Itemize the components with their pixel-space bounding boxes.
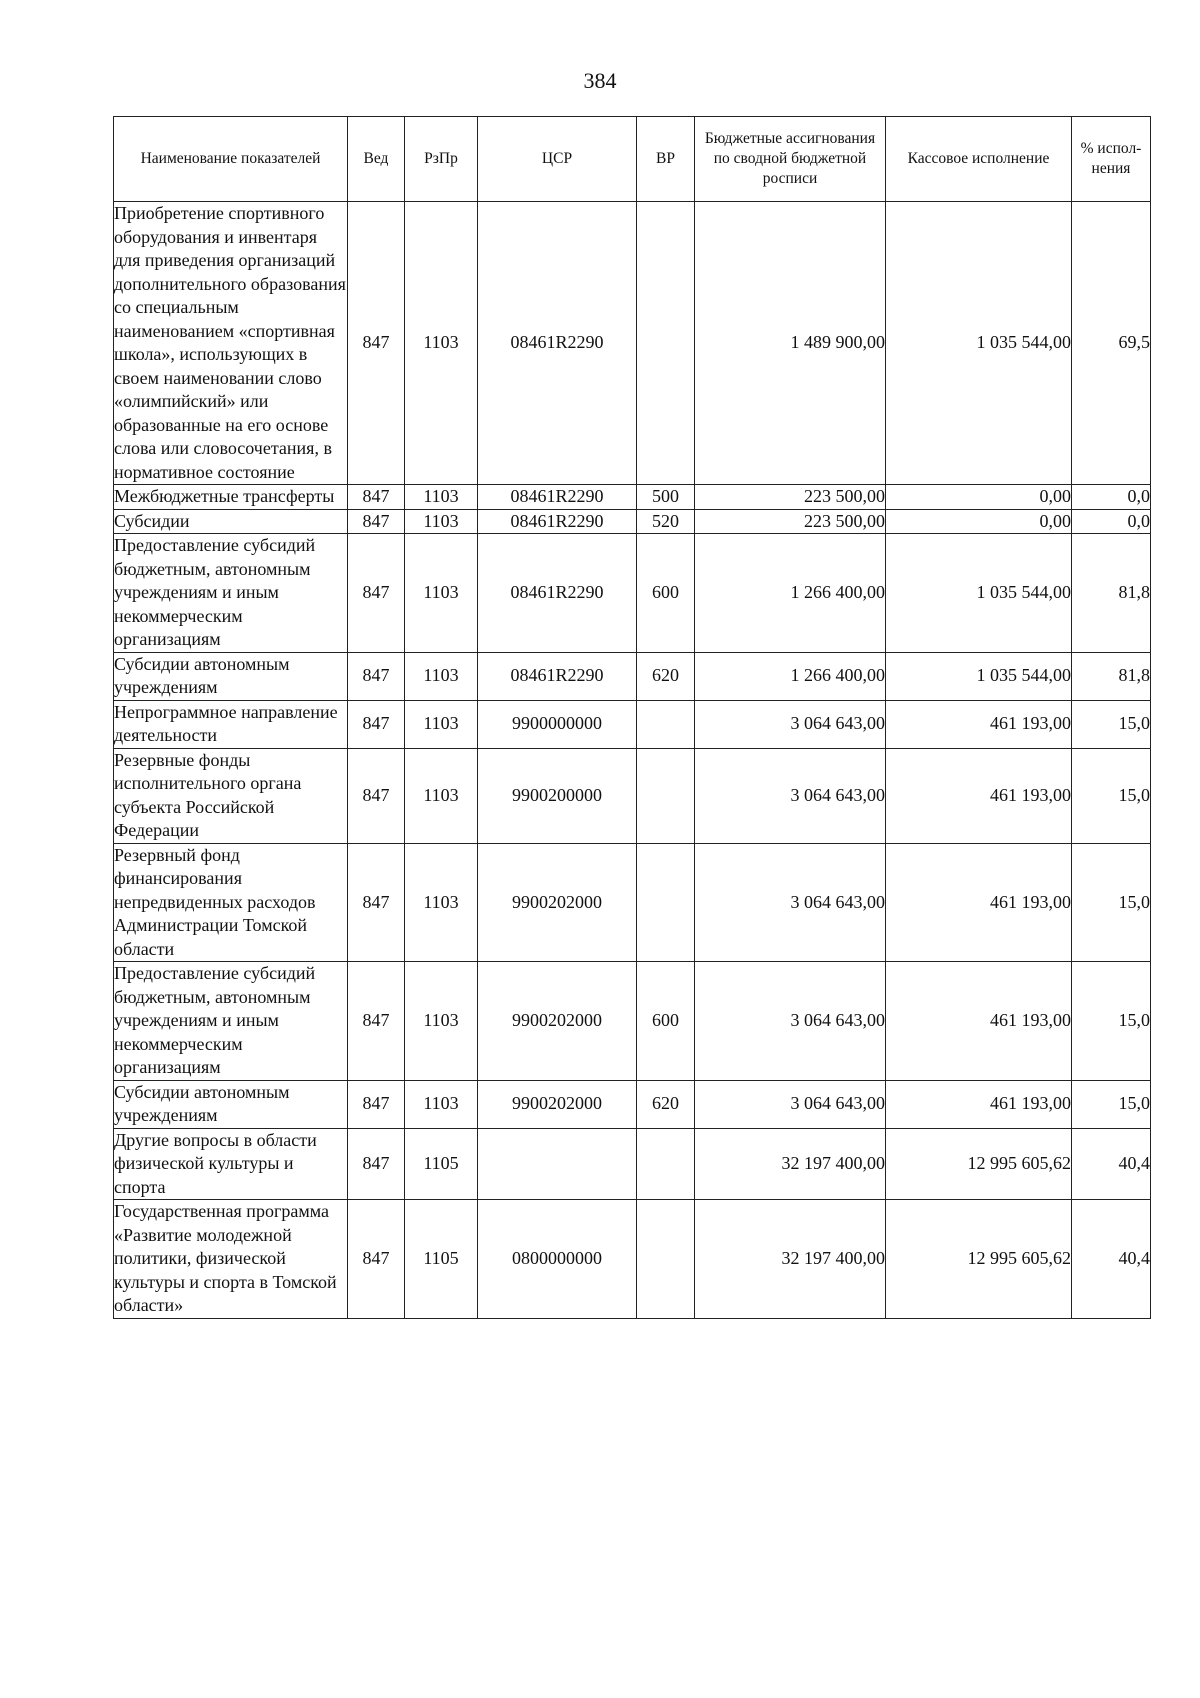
cell-csr: 9900202000	[478, 962, 637, 1081]
cell-percent: 15,0	[1072, 1080, 1151, 1128]
header-cash: Кассовое исполнение	[886, 117, 1072, 202]
cell-name: Другие вопросы в области физической культуры и спорта	[114, 1128, 348, 1200]
table-row	[114, 1128, 1151, 1200]
table-row	[114, 202, 1151, 485]
table-row	[114, 534, 1151, 653]
cell-percent: 40,4	[1072, 1200, 1151, 1319]
cell-csr: 08461R2290	[478, 509, 637, 534]
cell-assignments: 32 197 400,00	[695, 1200, 886, 1319]
cell-cash: 1 035 544,00	[886, 652, 1072, 700]
cell-cash: 12 995 605,62	[886, 1128, 1072, 1200]
cell-rzpr: 1103	[405, 534, 478, 653]
cell-csr: 08461R2290	[478, 485, 637, 510]
cell-vr: 620	[637, 1080, 695, 1128]
table-header	[114, 117, 1151, 202]
header-assignments: Бюджетные ассигнования по сводной бюджетной росписи	[695, 117, 886, 202]
cell-rzpr: 1103	[405, 843, 478, 962]
cell-percent: 81,8	[1072, 652, 1151, 700]
cell-csr: 9900000000	[478, 700, 637, 748]
table-row	[114, 652, 1151, 700]
header-percent: % испол-нения	[1072, 117, 1151, 202]
cell-csr: 08461R2290	[478, 652, 637, 700]
cell-ved: 847	[348, 485, 405, 510]
cell-name: Непрограммное направление деятельности	[114, 700, 348, 748]
cell-ved: 847	[348, 202, 405, 485]
cell-assignments: 1 266 400,00	[695, 534, 886, 653]
cell-vr: 520	[637, 509, 695, 534]
cell-csr: 9900202000	[478, 1080, 637, 1128]
cell-rzpr: 1105	[405, 1128, 478, 1200]
cell-assignments: 1 489 900,00	[695, 202, 886, 485]
table-row	[114, 509, 1151, 534]
cell-name: Резервные фонды исполнительного органа субъекта Российской Федерации	[114, 748, 348, 843]
header-rzpr: РзПр	[405, 117, 478, 202]
cell-vr: 500	[637, 485, 695, 510]
page-number: 384	[583, 68, 617, 93]
cell-rzpr: 1103	[405, 485, 478, 510]
cell-rzpr: 1103	[405, 1080, 478, 1128]
cell-ved: 847	[348, 509, 405, 534]
cell-csr: 08461R2290	[478, 534, 637, 653]
table-row	[114, 1200, 1151, 1319]
cell-assignments: 223 500,00	[695, 485, 886, 510]
header-csr: ЦСР	[478, 117, 637, 202]
cell-ved: 847	[348, 1128, 405, 1200]
cell-name: Государственная программа «Развитие молодежной политики, физической культуры и спорта в Томской области»	[114, 1200, 348, 1319]
cell-ved: 847	[348, 1200, 405, 1319]
cell-name: Субсидии автономным учреждениям	[114, 1080, 348, 1128]
cell-cash: 461 193,00	[886, 1080, 1072, 1128]
table-row	[114, 485, 1151, 510]
cell-percent: 0,0	[1072, 485, 1151, 510]
cell-name: Предоставление субсидий бюджетным, автономным учреждениям и иным некоммерческим организациям	[114, 534, 348, 653]
header-name: Наименование показателей	[114, 117, 348, 202]
cell-rzpr: 1103	[405, 700, 478, 748]
cell-cash: 0,00	[886, 509, 1072, 534]
cell-percent: 69,5	[1072, 202, 1151, 485]
table-row	[114, 700, 1151, 748]
cell-percent: 40,4	[1072, 1128, 1151, 1200]
cell-percent: 15,0	[1072, 700, 1151, 748]
cell-ved: 847	[348, 843, 405, 962]
cell-percent: 81,8	[1072, 534, 1151, 653]
cell-assignments: 223 500,00	[695, 509, 886, 534]
cell-assignments: 32 197 400,00	[695, 1128, 886, 1200]
cell-name: Резервный фонд финансирования непредвиденных расходов Администрации Томской области	[114, 843, 348, 962]
cell-cash: 1 035 544,00	[886, 534, 1072, 653]
cell-ved: 847	[348, 652, 405, 700]
cell-vr: 600	[637, 534, 695, 653]
cell-name: Субсидии	[114, 509, 348, 534]
cell-vr	[637, 700, 695, 748]
cell-rzpr: 1103	[405, 509, 478, 534]
cell-rzpr: 1103	[405, 748, 478, 843]
cell-cash: 461 193,00	[886, 748, 1072, 843]
cell-cash: 461 193,00	[886, 962, 1072, 1081]
cell-assignments: 3 064 643,00	[695, 1080, 886, 1128]
cell-csr: 9900202000	[478, 843, 637, 962]
header-row	[114, 117, 1151, 202]
table-row	[114, 1080, 1151, 1128]
cell-percent: 15,0	[1072, 962, 1151, 1081]
cell-name: Предоставление субсидий бюджетным, автономным учреждениям и иным некоммерческим организациям	[114, 962, 348, 1081]
cell-ved: 847	[348, 1080, 405, 1128]
cell-csr	[478, 1128, 637, 1200]
table-row	[114, 843, 1151, 962]
cell-rzpr: 1105	[405, 1200, 478, 1319]
table-body	[114, 202, 1151, 1319]
cell-rzpr: 1103	[405, 652, 478, 700]
cell-ved: 847	[348, 962, 405, 1081]
cell-vr	[637, 202, 695, 485]
cell-name: Межбюджетные трансферты	[114, 485, 348, 510]
cell-vr: 600	[637, 962, 695, 1081]
cell-assignments: 3 064 643,00	[695, 700, 886, 748]
cell-percent: 0,0	[1072, 509, 1151, 534]
cell-cash: 461 193,00	[886, 700, 1072, 748]
table-row	[114, 748, 1151, 843]
cell-assignments: 3 064 643,00	[695, 843, 886, 962]
cell-cash: 12 995 605,62	[886, 1200, 1072, 1319]
cell-csr: 0800000000	[478, 1200, 637, 1319]
cell-percent: 15,0	[1072, 748, 1151, 843]
cell-cash: 0,00	[886, 485, 1072, 510]
budget-table	[113, 116, 1151, 1319]
cell-name: Субсидии автономным учреждениям	[114, 652, 348, 700]
cell-ved: 847	[348, 748, 405, 843]
header-ved: Вед	[348, 117, 405, 202]
cell-ved: 847	[348, 534, 405, 653]
cell-cash: 461 193,00	[886, 843, 1072, 962]
cell-vr	[637, 748, 695, 843]
cell-name: Приобретение спортивного оборудования и инвентаря для приведения организаций дополнительного образования со специальным наименованием «спортивная школа», использующих в своем наименовании слово «олимпийский» или образованные на его основе слова или словосочетания, в нормативное состояние	[114, 202, 348, 485]
cell-rzpr: 1103	[405, 202, 478, 485]
cell-assignments: 3 064 643,00	[695, 962, 886, 1081]
cell-csr: 08461R2290	[478, 202, 637, 485]
cell-vr: 620	[637, 652, 695, 700]
cell-vr	[637, 1200, 695, 1319]
cell-rzpr: 1103	[405, 962, 478, 1081]
cell-vr	[637, 1128, 695, 1200]
cell-assignments: 1 266 400,00	[695, 652, 886, 700]
cell-csr: 9900200000	[478, 748, 637, 843]
cell-assignments: 3 064 643,00	[695, 748, 886, 843]
cell-percent: 15,0	[1072, 843, 1151, 962]
cell-cash: 1 035 544,00	[886, 202, 1072, 485]
cell-ved: 847	[348, 700, 405, 748]
table-row	[114, 962, 1151, 1081]
cell-vr	[637, 843, 695, 962]
header-vr: ВР	[637, 117, 695, 202]
